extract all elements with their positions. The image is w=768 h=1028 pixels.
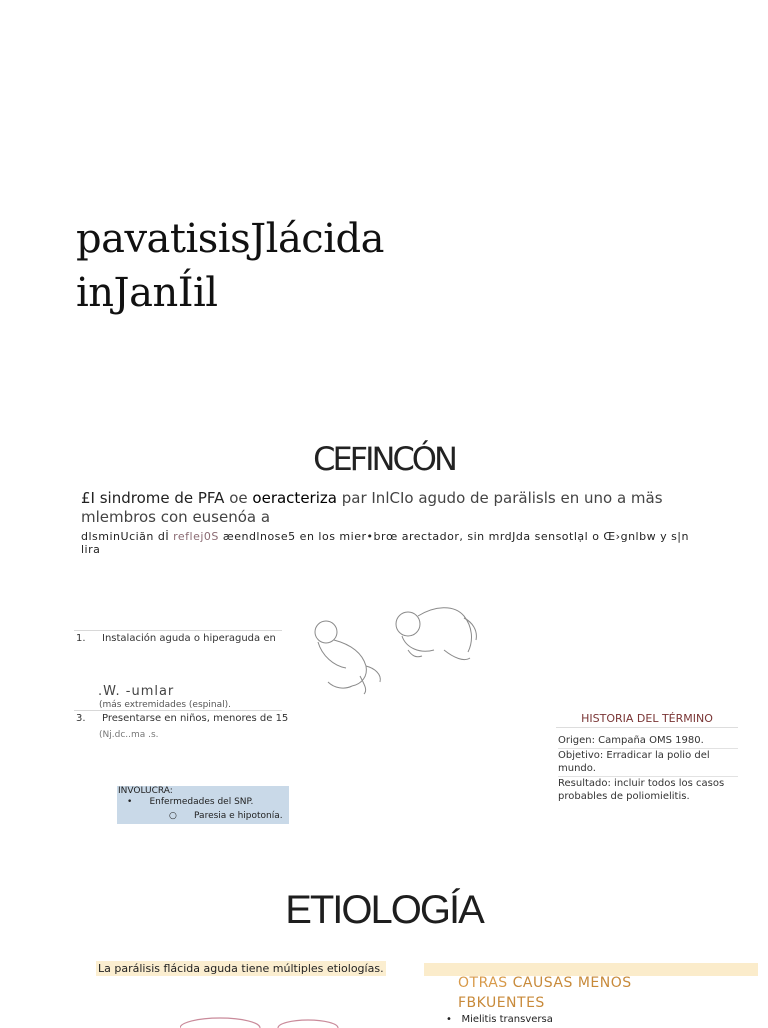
historia-body — [558, 734, 738, 804]
list-item-text: Instalación aguda o hiperaguda en — [102, 633, 276, 644]
etiologia-subtitle: La parálisis flácida aguda tiene múltiples etiologías. — [98, 962, 384, 975]
def-text-b: oe — [229, 489, 248, 507]
involucra-item-1-text: Enfermedades del SNP. — [149, 797, 254, 807]
otras-label-b: CAUSAS MENOS FBKUENTES — [458, 975, 632, 1011]
def-text-d: par InlCIo agudo de parälisls en uno a mäs mlembros con eusenóa a — [81, 489, 663, 526]
title-line-2: inJanÍil — [76, 270, 218, 316]
otras-label-a: OTRAS — [458, 975, 508, 991]
otras-causas-heading — [458, 973, 658, 1013]
list-item-number: 3. — [76, 713, 86, 724]
historia-resultado: Resultado: incluir todos los casos probables de poliomielitis. — [558, 777, 725, 802]
etiologia-heading: ETIOLOGÍA — [285, 888, 483, 932]
involucra-item-2-text: Paresia e hipotonía. — [194, 811, 283, 821]
historia-box — [556, 708, 738, 800]
mielitis-item — [446, 1014, 553, 1025]
def2-text-a: dlsminUciăn dİ — [81, 530, 170, 543]
list-item — [74, 630, 282, 657]
list-item-text: Presentarse en niños, menores de 15 — [102, 713, 289, 724]
circle-bullet-icon: ○ — [169, 811, 195, 821]
definicion-paragraph — [81, 489, 701, 527]
overlay-faint-text: (Nj.dc..ma .s. — [99, 730, 159, 740]
mielitis-text: Mielitis transversa — [461, 1014, 553, 1025]
involucra-item-1 — [127, 797, 253, 807]
historia-objetivo: Objetivo: Erradicar la polio del mundo. — [558, 749, 738, 777]
def2-text-c: æendlnose5 en los mier•brœ arectador, sin mrdJda sensotlạl o Œ›gnlbw y s|n lira — [81, 530, 689, 556]
list-item-number: 1. — [76, 633, 86, 644]
title-line-1: pavatisisJlácida — [76, 216, 384, 262]
overlay-subtext: (más extremidades (espinal). — [99, 700, 231, 710]
historia-heading: HISTORIA DEL TÉRMINO — [556, 712, 738, 728]
definicion-paragraph-2 — [81, 530, 701, 556]
infant-illustration — [304, 596, 480, 696]
def-text-c: oeracteriza — [252, 489, 337, 507]
bullet-icon: • — [127, 797, 150, 807]
diagram-ovals — [180, 1014, 340, 1028]
bullet-icon: • — [446, 1014, 462, 1025]
involucra-item-2 — [169, 811, 283, 821]
def-text-a: £I sindrome de PFA — [81, 489, 225, 507]
historia-origen: Origen: Campaña OMS 1980. — [558, 734, 738, 749]
involucra-heading: INVOLUCRA: — [118, 786, 173, 796]
overlay-text: .W. -umlar — [98, 684, 175, 699]
criteria-list — [74, 630, 289, 734]
involucra-box — [117, 786, 289, 824]
def2-text-b: reflej0S — [173, 530, 219, 543]
definicion-heading: CEFINCÓN — [313, 440, 455, 478]
document-title — [76, 212, 384, 320]
